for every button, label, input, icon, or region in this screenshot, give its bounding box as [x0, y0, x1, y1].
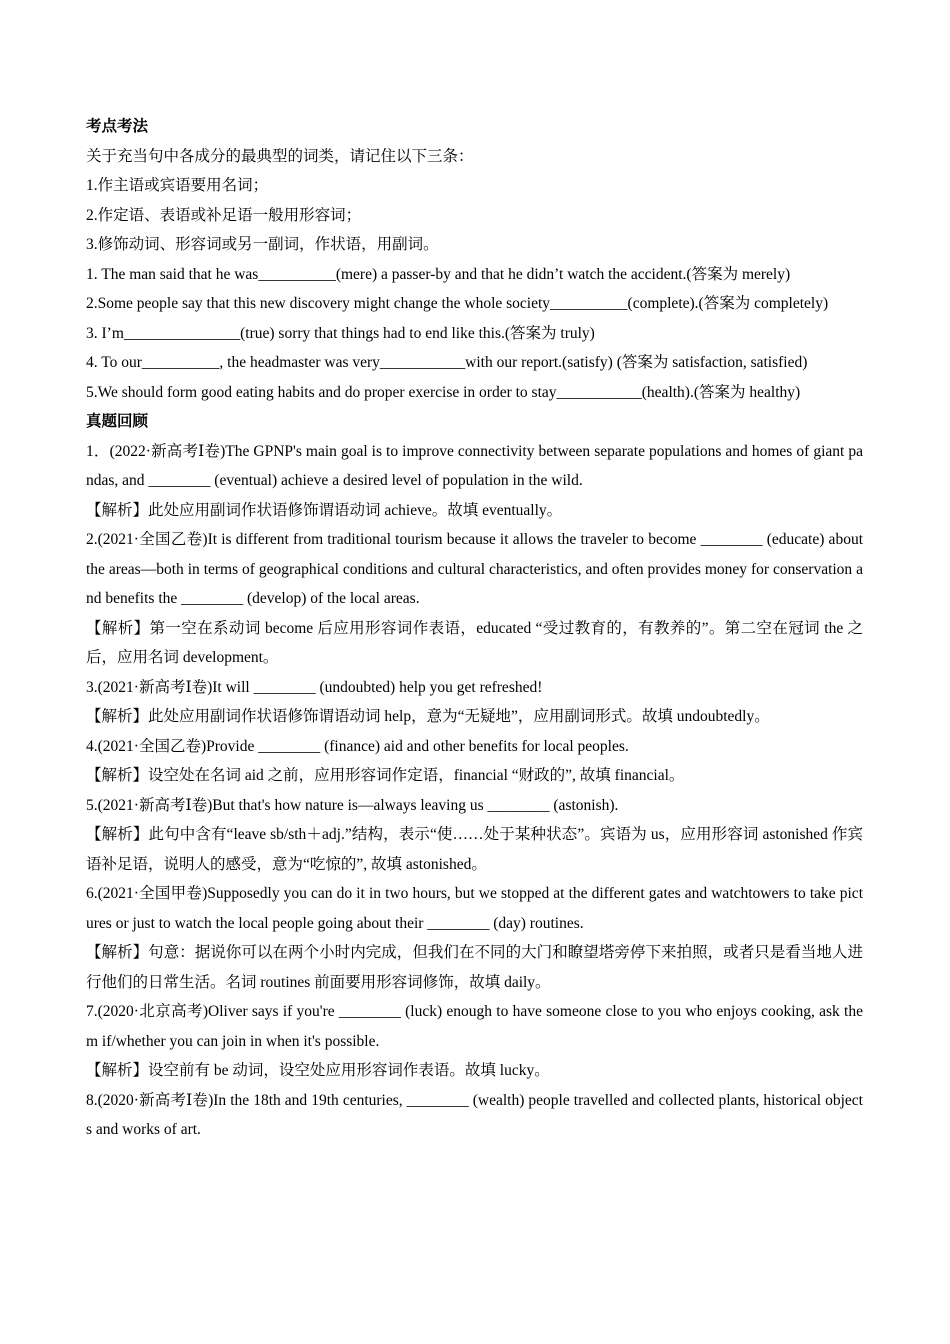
analysis-5: 【解析】此句中含有“leave sb/sth＋adj.”结构，表示“使……处于某种状态”。宾语为 us，应用形容词 astonished 作宾语补足语，说明人的感受，意为“吃惊的”, 故填 astonished。: [86, 826, 863, 873]
analysis-4: 【解析】设空处在名词 aid 之前，应用形容词作定语，financial “财政的”, 故填 financial。: [86, 767, 685, 784]
analysis-6: 【解析】句意：据说你可以在两个小时内完成，但我们在不同的大门和瞭望塔旁停下来拍照，或者只是看当地人进行他们的日常生活。名词 routines 前面要用形容词修饰，故填 daily。: [86, 944, 863, 991]
example-5: 5.We should form good eating habits and do proper exercise in order to stay___________(health).(答案为 healthy): [86, 383, 801, 401]
analysis-3: 【解析】此处应用副词作状语修饰谓语动词 help，意为“无疑地”，应用副词形式。故填 undoubtedly。: [86, 708, 770, 725]
question-5: 5.(2021·新高考Ⅰ卷)But that's how nature is—always leaving us ________ (astonish).: [86, 796, 619, 814]
example-3: 3. I’m_______________(true) sorry that things had to end like this.(答案为 truly): [86, 324, 595, 342]
example-4: 4. To our__________, the headmaster was very___________with our report.(satisfy) (答案为 satisfaction, satisfied): [86, 354, 808, 371]
question-1: 1．(2022·新高考Ⅰ卷)The GPNP's main goal is to improve connectivity between separate populations and homes of giant pandas, and ________ (eventual) achieve a desired level of population in the wild.: [86, 442, 863, 489]
rule-1: 1.作主语或宾语要用名词；: [86, 177, 269, 194]
analysis-7: 【解析】设空前有 be 动词，设空处应用形容词作表语。故填 lucky。: [86, 1062, 550, 1079]
rule-2: 2.作定语、表语或补足语一般用形容词；: [86, 206, 362, 224]
question-4: 4.(2021·全国乙卷)Provide ________ (finance) aid and other benefits for local peoples.: [86, 737, 629, 755]
analysis-1: 【解析】此处应用副词作状语修饰谓语动词 achieve。故填 eventually。: [86, 501, 563, 519]
example-1: 1. The man said that he was__________(mere) a passer-by and that he didn’t watch the accident.(答案为 merely): [86, 265, 791, 283]
analysis-2: 【解析】第一空在系动词 become 后应用形容词作表语，educated “受过教育的，有教养的”。第二空在冠词 the 之后，应用名词 development。: [86, 619, 863, 666]
question-2: 2.(2021·全国乙卷)It is different from traditional tourism because it allows the traveler to become ________ (educate) about the areas—both in terms of geographical conditions and cultural characteristics, and often provides money for conservation and benefits the ________ (develop) of the local areas.: [86, 531, 863, 607]
section-heading-exam-points: 考点考法: [86, 118, 149, 135]
question-7: 7.(2020·北京高考)Oliver says if you're ________ (luck) enough to have someone close to you who enjoys cooking, ask them if/whether you can join in when it's possible.: [86, 1003, 863, 1050]
intro-text: 关于充当句中各成分的最典型的词类，请记住以下三条：: [86, 147, 474, 165]
section-heading-past-exams: 真题回顾: [86, 413, 149, 430]
rule-3: 3.修饰动词、形容词或另一副词，作状语，用副词。: [86, 236, 439, 253]
question-3: 3.(2021·新高考Ⅰ卷)It will ________ (undoubted) help you get refreshed!: [86, 678, 543, 696]
document-content: [86, 112, 863, 1145]
question-6: 6.(2021·全国甲卷)Supposedly you can do it in two hours, but we stopped at the different gates and watchtowers to take pictures or just to watch the local people going about their ________ (day) routines.: [86, 885, 863, 932]
example-2: 2.Some people say that this new discovery might change the whole society__________(complete).(答案为 completely): [86, 295, 829, 312]
question-8: 8.(2020·新高考Ⅰ卷)In the 18th and 19th centuries, ________ (wealth) people travelled and collected plants, historical objects and works of art.: [86, 1091, 863, 1138]
